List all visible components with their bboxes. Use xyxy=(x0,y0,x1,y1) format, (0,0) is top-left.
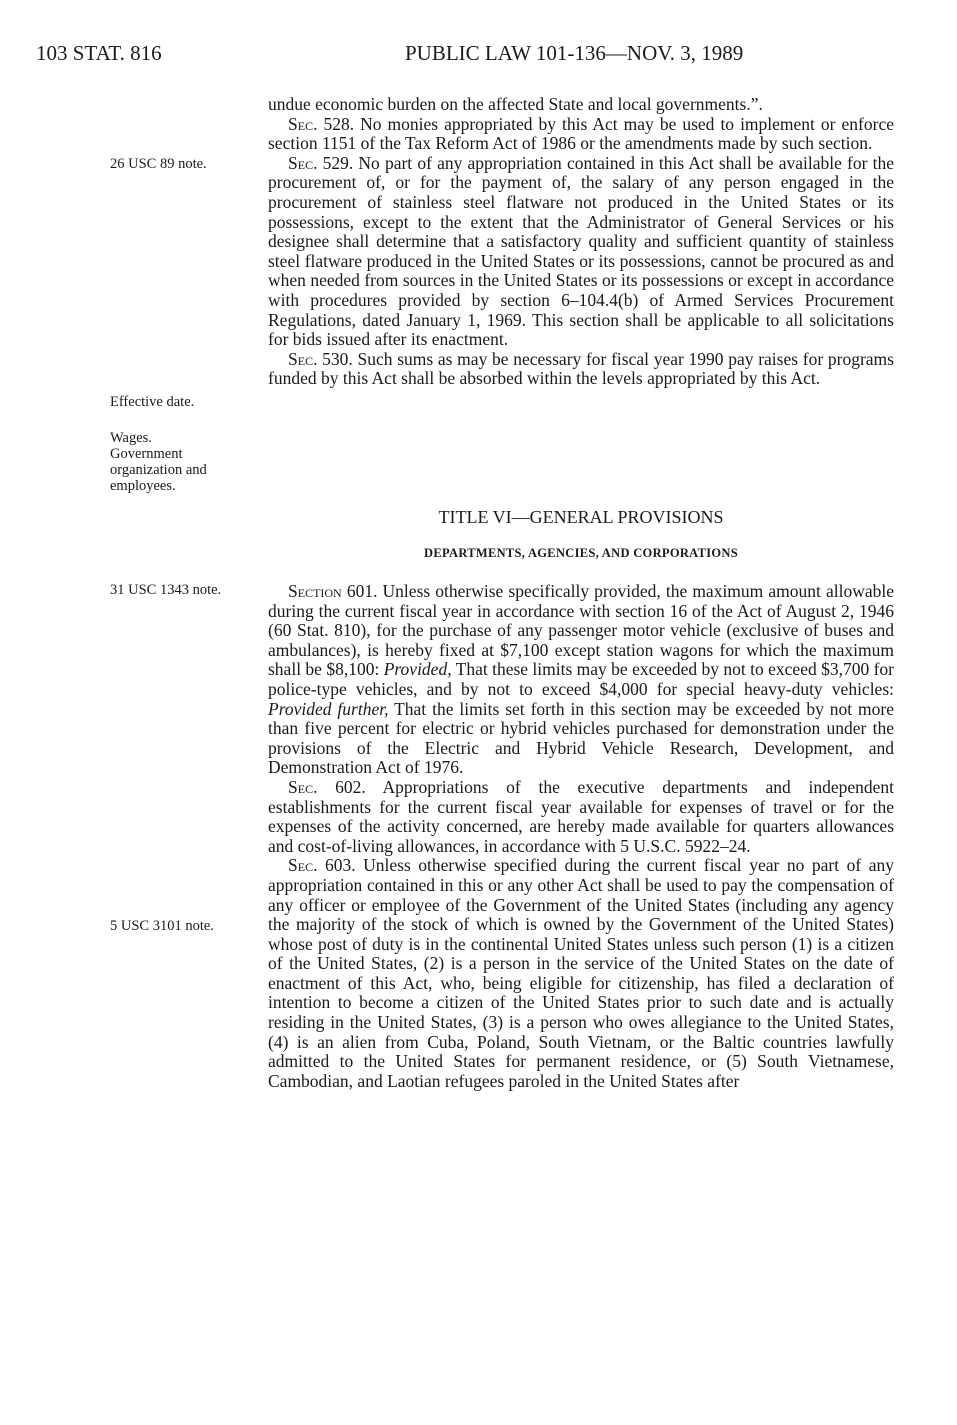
section-601-provided-further: Provided further, xyxy=(268,698,389,719)
section-603-label: Sec. 603. xyxy=(288,855,356,876)
section-530-label: Sec. 530. xyxy=(288,348,353,369)
body-block-sections-601-603 xyxy=(268,582,894,1091)
section-601 xyxy=(268,582,894,778)
continuation-paragraph: undue economic burden on the affected State and local governments.”. xyxy=(268,94,763,114)
section-529-text: No part of any appropriation contained in this Act shall be available for the procurement of, or for the payment of, the salary of any person engaged in the procurement of stainless steel flatware not produced in the United States or its possessions, except to the extent that the Administrator of General Services or his designee shall determine that a satisfactory quality and sufficient quantity of stainless steel flatware produced in the United States or its possessions, cannot be procured as and when needed from sources in the United States or its possessions or except in accordance with procedures provided by section 6–104.4(b) of Armed Services Procurement Regulations, dated January 1, 1969. This section shall be applicable to all solicitations for bids issued after its enactment. xyxy=(268,152,894,350)
body-block-sections-528-530 xyxy=(268,95,894,389)
section-603 xyxy=(268,856,894,1091)
section-602 xyxy=(268,778,894,856)
margin-note-effective-date: Effective date. xyxy=(110,394,195,410)
section-601-label: Section 601. xyxy=(288,581,378,601)
margin-note-wages: Wages. Government organization and employees. xyxy=(110,430,207,494)
subtitle-heading: DEPARTMENTS, AGENCIES, AND CORPORATIONS xyxy=(424,546,738,560)
section-528-label: Sec. 528. xyxy=(288,113,355,134)
section-529-label: Sec. 529. xyxy=(288,152,354,173)
margin-note-26-usc: 26 USC 89 note. xyxy=(110,156,207,172)
section-528-text: No monies appropriated by this Act may be used to implement or enforce section 1151 of the Tax Reform Act of 1986 or the amendments made by such section. xyxy=(268,113,894,154)
section-529 xyxy=(268,154,894,350)
page-number: 103 STAT. 816 xyxy=(36,41,162,65)
section-528 xyxy=(268,115,894,154)
section-530 xyxy=(268,350,894,389)
section-601-text-c: That the limits set forth in this section may be exceeded by not more than five percent for electric or hybrid vehicles purchased for demonstration under the provisions of the Electric and Hybrid Vehicle Research, Development, and Demonstration Act of 1976. xyxy=(268,698,894,778)
section-601-text-a: Unless otherwise specifically provided, the maximum amount allowable during the current fiscal year in accordance with section 16 of the Act of August 2, 1946 (60 Stat. 810), for the purchase of any passenger motor vehicle (exclusive of buses and ambulances), is hereby fixed at $7,100 except station wagons for which the maximum shall be $8,100: xyxy=(268,581,894,680)
margin-note-5-usc: 5 USC 3101 note. xyxy=(110,918,214,934)
section-601-provided: Provided, xyxy=(383,659,452,680)
section-602-label: Sec. 602. xyxy=(288,776,366,797)
section-602-text: Appropriations of the executive departments and independent establishments for the current fiscal year available for expenses of travel or for the expenses of the activity concerned, are hereby made available for quarters allowances and cost-of-living allowances, in accordance with 5 U.S.C. 5922–24. xyxy=(268,776,895,856)
title-heading: TITLE VI—GENERAL PROVISIONS xyxy=(438,507,724,527)
section-601-text-b: That these limits may be exceeded by not to exceed $3,700 for police-type vehicles, and by not to exceed $4,000 for special heavy-duty vehicles: xyxy=(268,659,895,699)
section-530-text: Such sums as may be necessary for fiscal year 1990 pay raises for programs funded by this Act shall be absorbed within the levels appropriated by this Act. xyxy=(268,348,894,389)
margin-note-31-usc: 31 USC 1343 note. xyxy=(110,582,222,598)
running-head: PUBLIC LAW 101-136—NOV. 3, 1989 xyxy=(405,41,744,65)
section-603-text: Unless otherwise specified during the current fiscal year no part of any appropriation contained in this or any other Act shall be used to pay the compensation of any officer or employee of the Government of the United States (including any agency the majority of the stock of which is owned by the Government of the United States) whose post of duty is in the continental United States unless such person (1) is a citizen of the United States, (2) is a person in the service of the United States on the date of enactment of this Act, who, being eligible for citizenship, has filed a declaration of intention to become a citizen of the United States prior to such date and is actually residing in the United States, (3) is a person who owes allegiance to the United States, (4) is an alien from Cuba, Poland, South Vietnam, or the Baltic countries lawfully admitted to the United States for permanent residence, or (5) South Vietnamese, Cambodian, and Laotian refugees paroled in the United States after xyxy=(268,855,894,1091)
